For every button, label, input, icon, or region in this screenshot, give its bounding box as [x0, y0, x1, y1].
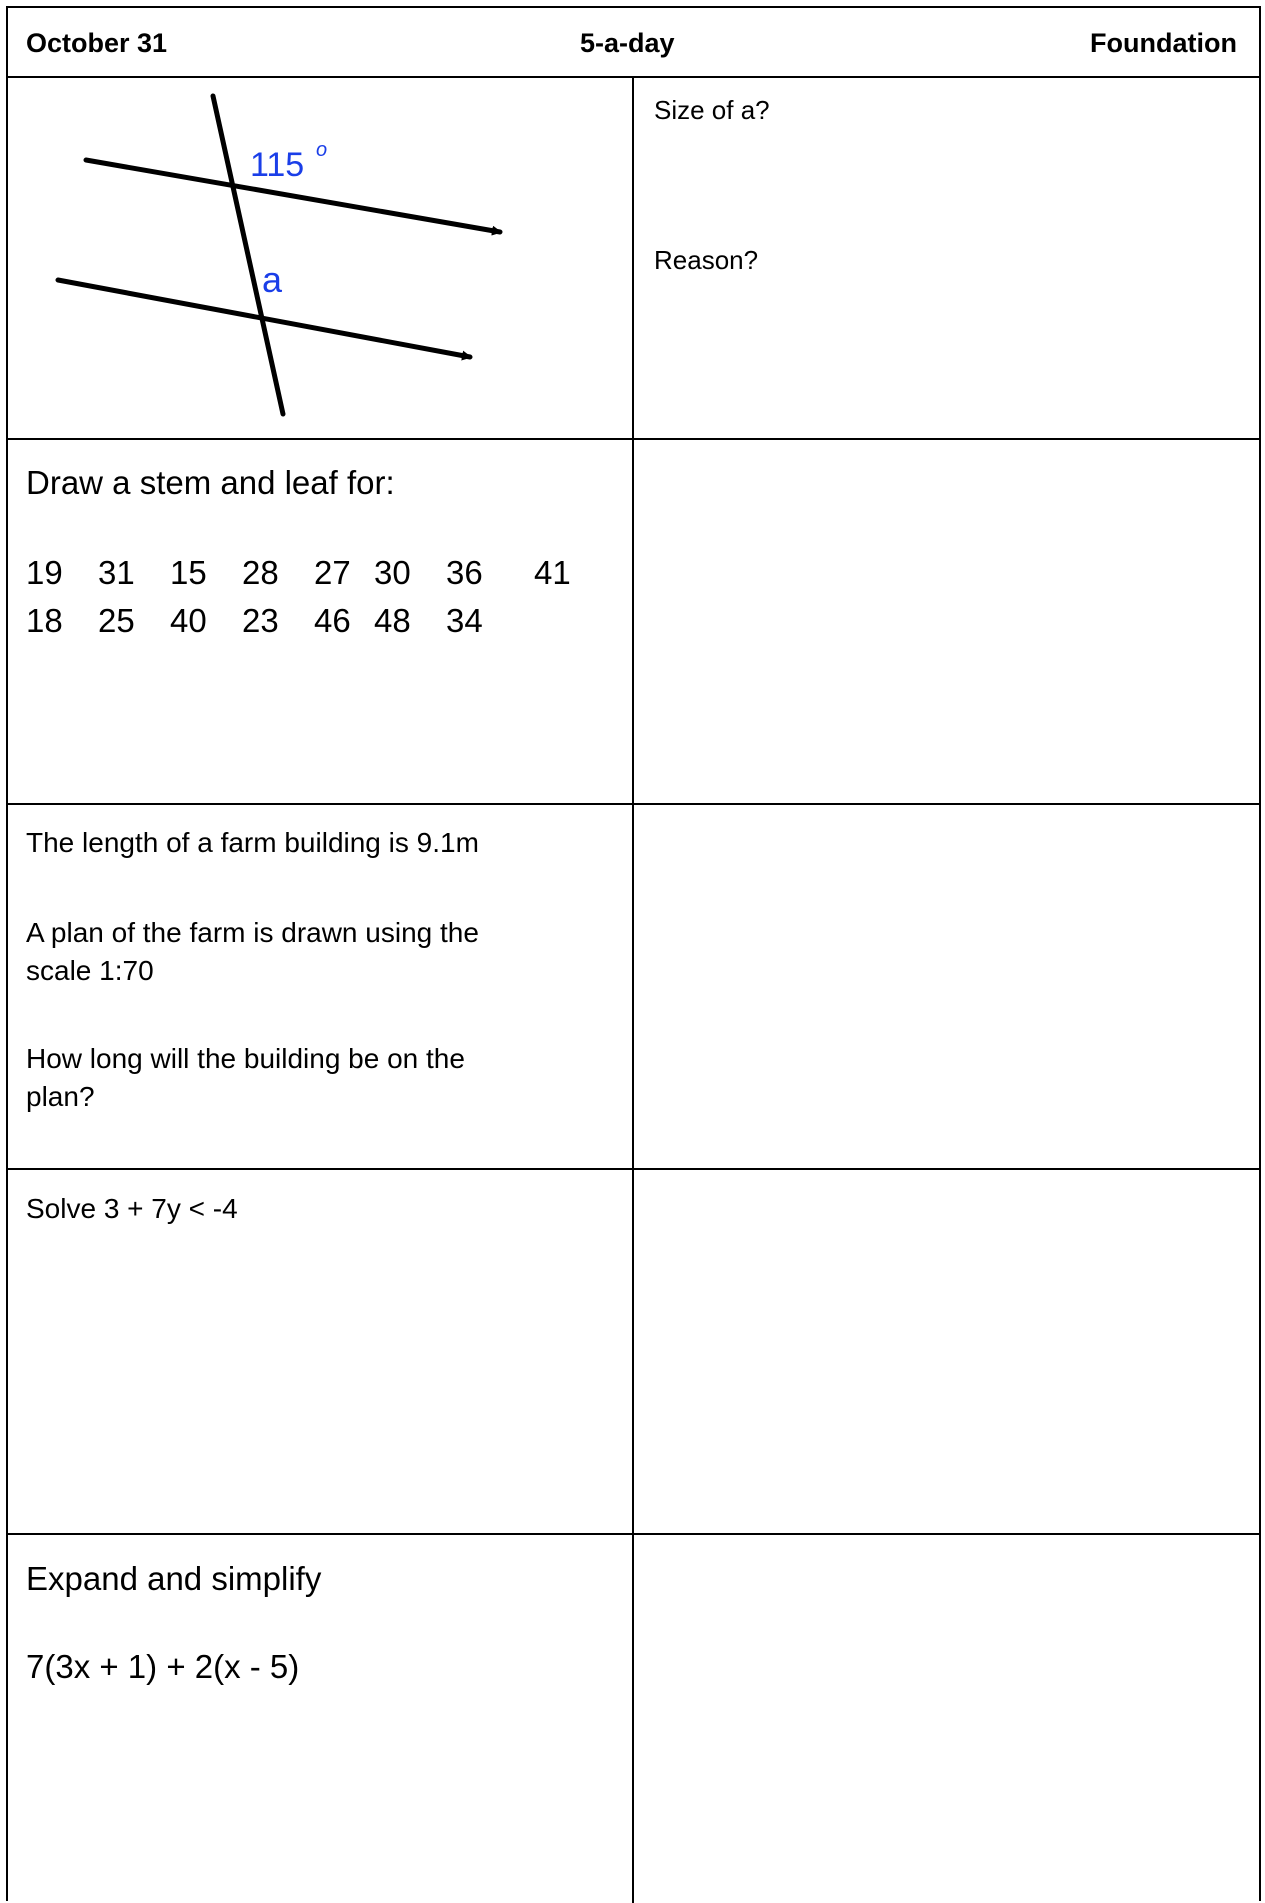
scale-question-line-1: The length of a farm building is 9.1m: [26, 827, 479, 858]
number-item: 34: [446, 602, 483, 639]
stem-leaf-row-2: [26, 600, 616, 642]
number-item: 48: [374, 602, 411, 639]
number-item: 31: [98, 554, 135, 591]
angle-label-115: 115: [250, 146, 305, 184]
row-divider-3: [8, 1168, 1259, 1170]
number-item: 23: [242, 602, 279, 639]
number-item: 28: [242, 554, 279, 591]
row-divider-2: [8, 803, 1259, 805]
number-item: 15: [170, 554, 207, 591]
row-divider-4: [8, 1533, 1259, 1535]
reason-prompt: Reason?: [654, 245, 759, 275]
number-item: 30: [374, 554, 411, 591]
number-item: 46: [314, 602, 351, 639]
number-item: 40: [170, 602, 207, 639]
row-divider-1: [8, 438, 1259, 440]
angle-label-a: a: [262, 259, 283, 300]
header-level: Foundation: [1090, 28, 1237, 58]
header-date: October 31: [26, 28, 168, 58]
header-title: 5-a-day: [580, 28, 675, 58]
scale-question-line-2: A plan of the farm is drawn using the: [26, 917, 479, 948]
scale-question-line-4: How long will the building be on the: [26, 1043, 465, 1074]
expand-expression: 7(3x + 1) + 2(x - 5): [26, 1648, 300, 1685]
worksheet-header: [8, 8, 1259, 78]
degree-mark: o: [316, 139, 328, 161]
worksheet: [6, 6, 1261, 1901]
parallel-lines-diagram: [38, 92, 518, 422]
scale-question-line-3: scale 1:70: [26, 955, 154, 986]
scale-question-line-5: plan?: [26, 1081, 95, 1112]
inequality-prompt: Solve 3 + 7y < -4: [26, 1193, 238, 1224]
number-item: 19: [26, 554, 63, 591]
number-item: 36: [446, 554, 483, 591]
expand-prompt: Expand and simplify: [26, 1560, 322, 1597]
size-of-a-prompt: Size of a?: [654, 95, 770, 125]
number-item: 27: [314, 554, 351, 591]
number-item: 18: [26, 602, 63, 639]
stem-leaf-prompt: Draw a stem and leaf for:: [26, 464, 395, 501]
column-divider: [632, 76, 634, 1903]
number-item: 41: [534, 554, 571, 591]
stem-leaf-row-1: [26, 552, 616, 594]
number-item: 25: [98, 602, 135, 639]
transversal-line: [213, 96, 283, 414]
